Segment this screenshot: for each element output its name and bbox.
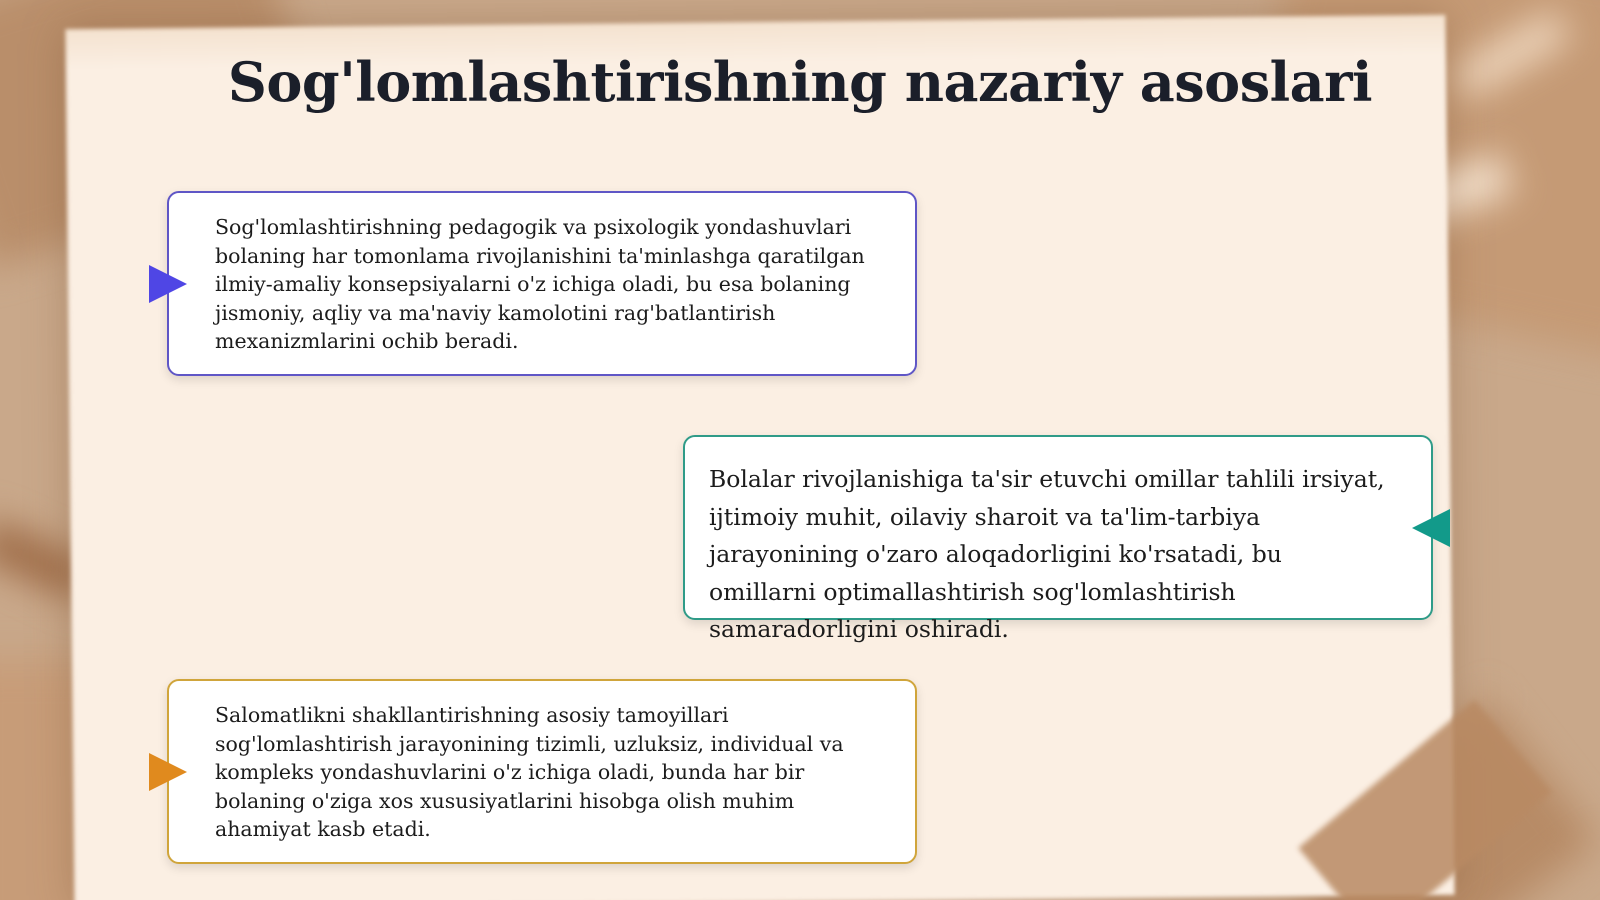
info-card-1-text: Sog'lomlashtirishning pedagogik va psixologik yondashuvlari bolaning har tomonlama rivojlanishini ta'minlashga qaratilgan ilmiy-amaliy konsepsiyalarni o'z ichiga oladi, bu esa bolaning jismoniy, aqliy va ma'naviy kamolotini rag'batlantirish mexanizmlarini ochib beradi. [215,215,865,353]
triangle-right-icon [149,753,187,791]
triangle-left-icon [1412,509,1450,547]
triangle-right-icon [149,265,187,303]
info-card-2-text: Bolalar rivojlanishiga ta'sir etuvchi omillar tahlili irsiyat, ijtimoiy muhit, oilaviy sharoit va ta'lim-tarbiya jarayonining o'zaro aloqadorligini ko'rsatadi, bu omillarni optimallashtirish sog'lomlashtirish samaradorligini oshiradi. [709,465,1385,643]
info-card-3-text: Salomatlikni shakllantirishning asosiy tamoyillari sog'lomlashtirish jarayonining tizimli, uzluksiz, individual va kompleks yondashuvlarini o'z ichiga oladi, bunda har bir bolaning o'ziga xos xususiyatlarini hisobga olish muhim ahamiyat kasb etadi. [215,703,844,841]
info-card-2 [683,435,1433,643]
info-card-1 [167,191,917,376]
slide-title: Sog'lomlashtirishning nazariy asoslari [227,50,1373,114]
info-card-3 [167,679,917,864]
